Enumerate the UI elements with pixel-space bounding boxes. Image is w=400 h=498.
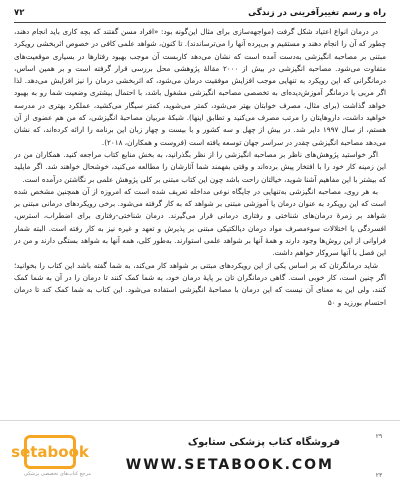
logo-caption: مرجع کتاب‌های تخصصی پزشکی (24, 471, 91, 477)
paragraph: در درمان انواع اعتیاد شکل گرفت (مواجهه‌سازی برای مثال این‌گونه بود: «افراد مسن گفتند که بچه کاری باید انجام دهند، چطور که آن را انجام دهند و مستقیم و بی‌پرده آنها را می‌ترساندند). تا کنون، شواهد علمی کافی در خصوص اثربخشی رویکرد مبتنی بر مصاحبه انگیزشی به‌دست آمده است که نشان می‌دهد کاربست آن موجب بهبود رفتارها در بسیاری موقعیت‌های متفاوت می‌شود. مصاحبه انگیزشی در بیش از ۲۰۰۰ مقالهٔ پژوهشی محل بررسی قرار گرفته است و بر همین اساس، درمانگرانی که این رویکرد به تنهایی موجب افزایش موفقیت درمان می‌شود، که اثربخشی درمان را نیز افزایش می‌دهد. لذا اگر مربی یا درمانگر آموزش‌دیده‌ای به تخصصی مصاحبه انگیزشی مشغول باشد، با احتمال بیشتری وضعیت شما رو به بهبود خواهد گذاشت (برای مثال، مصرف خوابتان بهتر می‌شود، کمتر می‌شوید، کمتر سیگار می‌کشید، عملکرد بهتری در مدرسه خواهید داشت، داروهایتان را مرتب مصرف می‌کنید و تطابق اینها). شبکهٔ مربیان مصاحبهٔ انگیزشی، که من هم عضوی از آن هستم، از سال ۱۹۹۷ دایر شد. در بیش از چهل و سه کشور و با بیست و چهار زبان این برنامه را ارائه کرده‌اند، که نشان می‌دهد مصاحبه انگیزشی چقدر در سراسر جهان توسعه یافته است (فروست و همکاران، ۲۰۱۸). (14, 27, 386, 147)
page-body (14, 26, 386, 415)
logo-text: setabook (11, 443, 89, 461)
setabook-logo[interactable] (11, 435, 91, 479)
side-mark-bottom: ۲۳ (375, 472, 383, 479)
page-number: ۷۲ (14, 8, 25, 18)
site-url-link[interactable]: WWW.SETABOOK.COM (125, 457, 334, 473)
footer-banner (0, 420, 400, 498)
store-name: فروشگاه کتاب پزشکی ستابوک (187, 437, 340, 448)
page-header (14, 6, 386, 20)
paragraph: به هر روی، مصاحبه انگیزشی به‌تنهایی در جایگاه نوعی مداخله تعریف شده است که امروزه از آن همچنین مشخص شده است که این رویکرد به عنوان درمان یا آموزشی مبتنی بر شواهد که به کار گرفته می‌شود. برخی رویکردهای درمانی مبتنی بر شواهد بر زمرهٔ درمان‌های شناختی و رفتاری درمانی قرار می‌گیرند. درمان شناختی-رفتاری برای اضطراب، استرس، افسردگی یا اختلالات سوءمصرف مواد درمان دیالکتیکی مبتنی بر پذیرش و تعهد و غیره نیز به کار رفته است. البته شمار فراوانی از این روش‌ها وجود دارند و همهٔ آنها بر شواهد علمی استوارند. به‌طور کلی، همه آنها به شواهد بستگی دارند و من در این فصل با آنها سروکار خواهم داشت. (14, 186, 386, 258)
paragraph: شاید درمانگرتان که بر اساس یکی از این رویکردهای مبتنی بر شواهد کار می‌کند، به شما گفته باشد این کتاب را بخوانید؛ اگر چنین است، کار خوبی است. گاهی درمانگران تان بر پایهٔ درمان خود، به شما کمک کنند تا درمان را در آن به شما کمک کنند، ولی این به معنای آن نیست که این درمان با مصاحبهٔ انگیزشی استفاده می‌شود. این کتاب به شما کمک کند تا درمان احتسام بورزید و ۵۰ (14, 260, 386, 307)
side-mark (364, 433, 394, 479)
running-title: راه و رسم تغییرآفرینی در زندگی (248, 8, 386, 18)
side-mark-top: ۲۹ (375, 433, 383, 440)
logo-icon (11, 435, 89, 469)
paragraph: اگر خواستید پژوهش‌های ناظر بر مصاحبه انگیزشی را از نظر بگذرانید، به بخش منابع کتاب مراجعه کنید. همکاران من در این زمینه کار خود را با افتخار پیش برده‌اند و وقتی بفهمند شما آثارشان را مطالعه می‌کنید، خوشحال خواهند شد. اگر مایلید که بیشتر با این مفاهیم آشنا شوید، خیالتان راحت باشد چون این کتاب مبتنی بر کلی پژوهش علمی بر نگاشتن درآمده است. (14, 149, 386, 184)
header-rule (14, 22, 386, 23)
